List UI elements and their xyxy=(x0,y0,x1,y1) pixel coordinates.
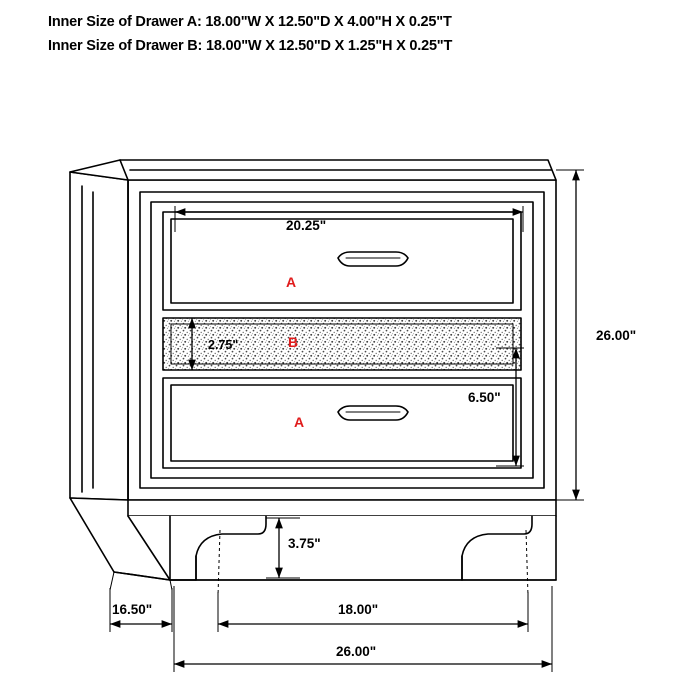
dim-lower-drawer-height: 6.50" xyxy=(468,390,501,405)
dim-overall-height: 26.00" xyxy=(596,328,637,343)
drawer-label-b: B xyxy=(288,334,299,350)
dim-front-width: 18.00" xyxy=(338,602,379,617)
dim-top-width: 20.25" xyxy=(286,218,327,233)
dim-depth: 16.50" xyxy=(112,602,153,617)
header-line-drawer-a: Inner Size of Drawer A: 18.00"W X 12.50"D X 4.00"H X 0.25"T xyxy=(48,14,452,30)
dim-leg-height: 3.75" xyxy=(288,536,321,551)
dim-total-width: 26.00" xyxy=(336,644,377,659)
drawer-label-a-top: A xyxy=(286,274,297,290)
header-line-drawer-b: Inner Size of Drawer B: 18.00"W X 12.50"D X 1.25"H X 0.25"T xyxy=(48,38,453,54)
drawer-label-a-bottom: A xyxy=(294,414,305,430)
dim-drawer-b-height: 2.75" xyxy=(208,338,239,352)
